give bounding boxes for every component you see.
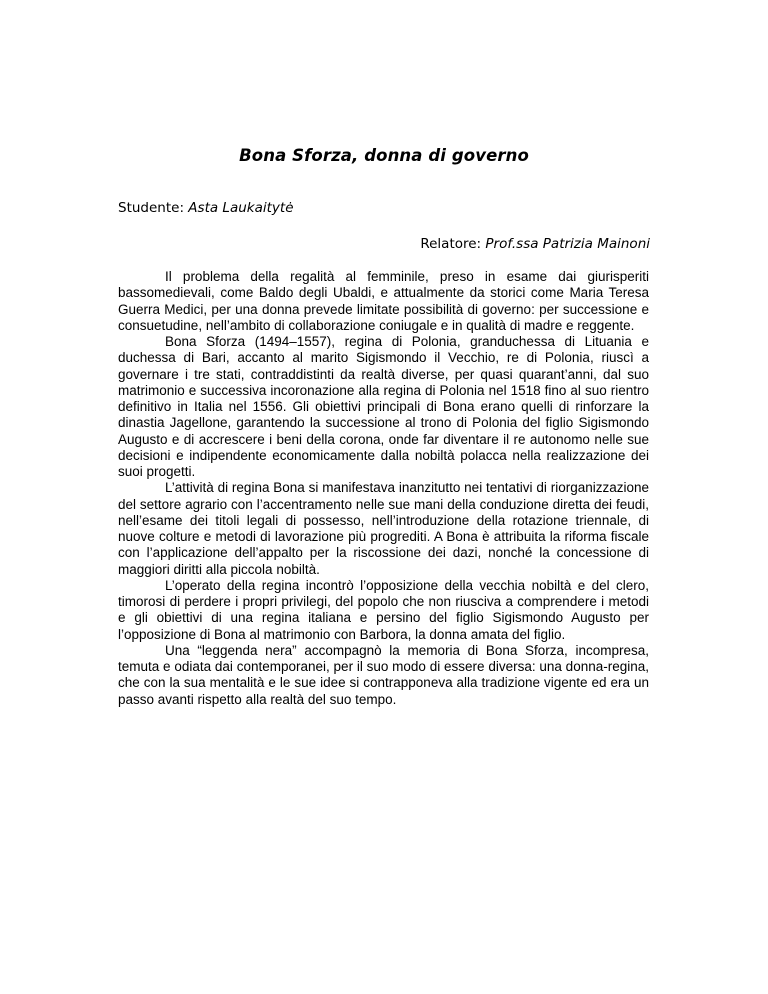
paragraph: Il problema della regalità al femminile, preso in esame dai giurisperiti bassomedievali, come Baldo degli Ubaldi, e attualmente da storici come Maria Teresa Guerra Medici, per una donna prevede limitate possibilità di governo: per successione e consuetudine, nell’ambito di collaborazione coniugale e in qualità di madre e reggente. [118,269,649,333]
paragraph: L’attività di regina Bona si manifestava inanzitutto nei tentativi di riorganizzazione del settore agrario con l’accentramento nelle sue mani della conduzione diretta dei feudi, nell’esame dei titoli legali di possesso, nell’introduzione della rotazione triennale, di nuove colture e metodi di lavorazione più progrediti. A Bona è attribuita la riforma fiscale con l’applicazione dell’appalto per la riscossione dei dazi, nonché la concessione di maggiori diritti alla piccola nobiltà. [118,480,649,577]
advisor-name: Prof.ssa Patrizia Mainoni [485,236,650,252]
student-name: Asta Laukaitytė [188,200,294,216]
document-title: Bona Sforza, donna di governo [239,146,529,165]
paragraph: L’operato della regina incontrò l’opposizione della vecchia nobiltà e del clero, timorosi di perdere i propri privilegi, del popolo che non riusciva a comprendere i metodi e gli obiettivi di una regina italiana e persino del figlio Sigismondo Augusto per l’opposizione di Bona al matrimonio con Barbora, la donna amata del figlio. [118,577,649,642]
advisor-line [420,236,650,252]
advisor-label: Relatore: [420,236,486,252]
student-line [118,200,294,216]
paragraph: Bona Sforza (1494–1557), regina di Polonia, granduchessa di Lituania e duchessa di Bari, accanto al marito Sigismondo il Vecchio, re di Polonia, riuscì a governare i tre stati, contraddistinti da realtà diverse, per quasi quarant’anni, dal suo matrimonio e successiva incoronazione alla regina di Polonia nel 1518 fino al suo rientro definitivo in Italia nel 1556. Gli obiettivi principali di Bona erano quelli di rinforzare la dinastia Jagellone, garantendo la successione al trono di Polonia del figlio Sigismondo Augusto e di accrescere i beni della corona, onde far diventare il re autonomo nelle sue decisioni e indipendente economicamente dalla nobiltà polacca nella realizzazione dei suoi progetti. [118,334,649,479]
paragraph: Una “leggenda nera” accompagnò la memoria di Bona Sforza, incompresa, temuta e odiata dai contemporanei, per il suo modo di essere diversa: una donna-regina, che con la sua mentalità e le sue idee si contrapponeva alla tradizione vigente ed era un passo avanti rispetto alla realtà del suo tempo. [118,642,649,707]
student-label: Studente: [118,200,189,216]
document-body [118,269,649,708]
